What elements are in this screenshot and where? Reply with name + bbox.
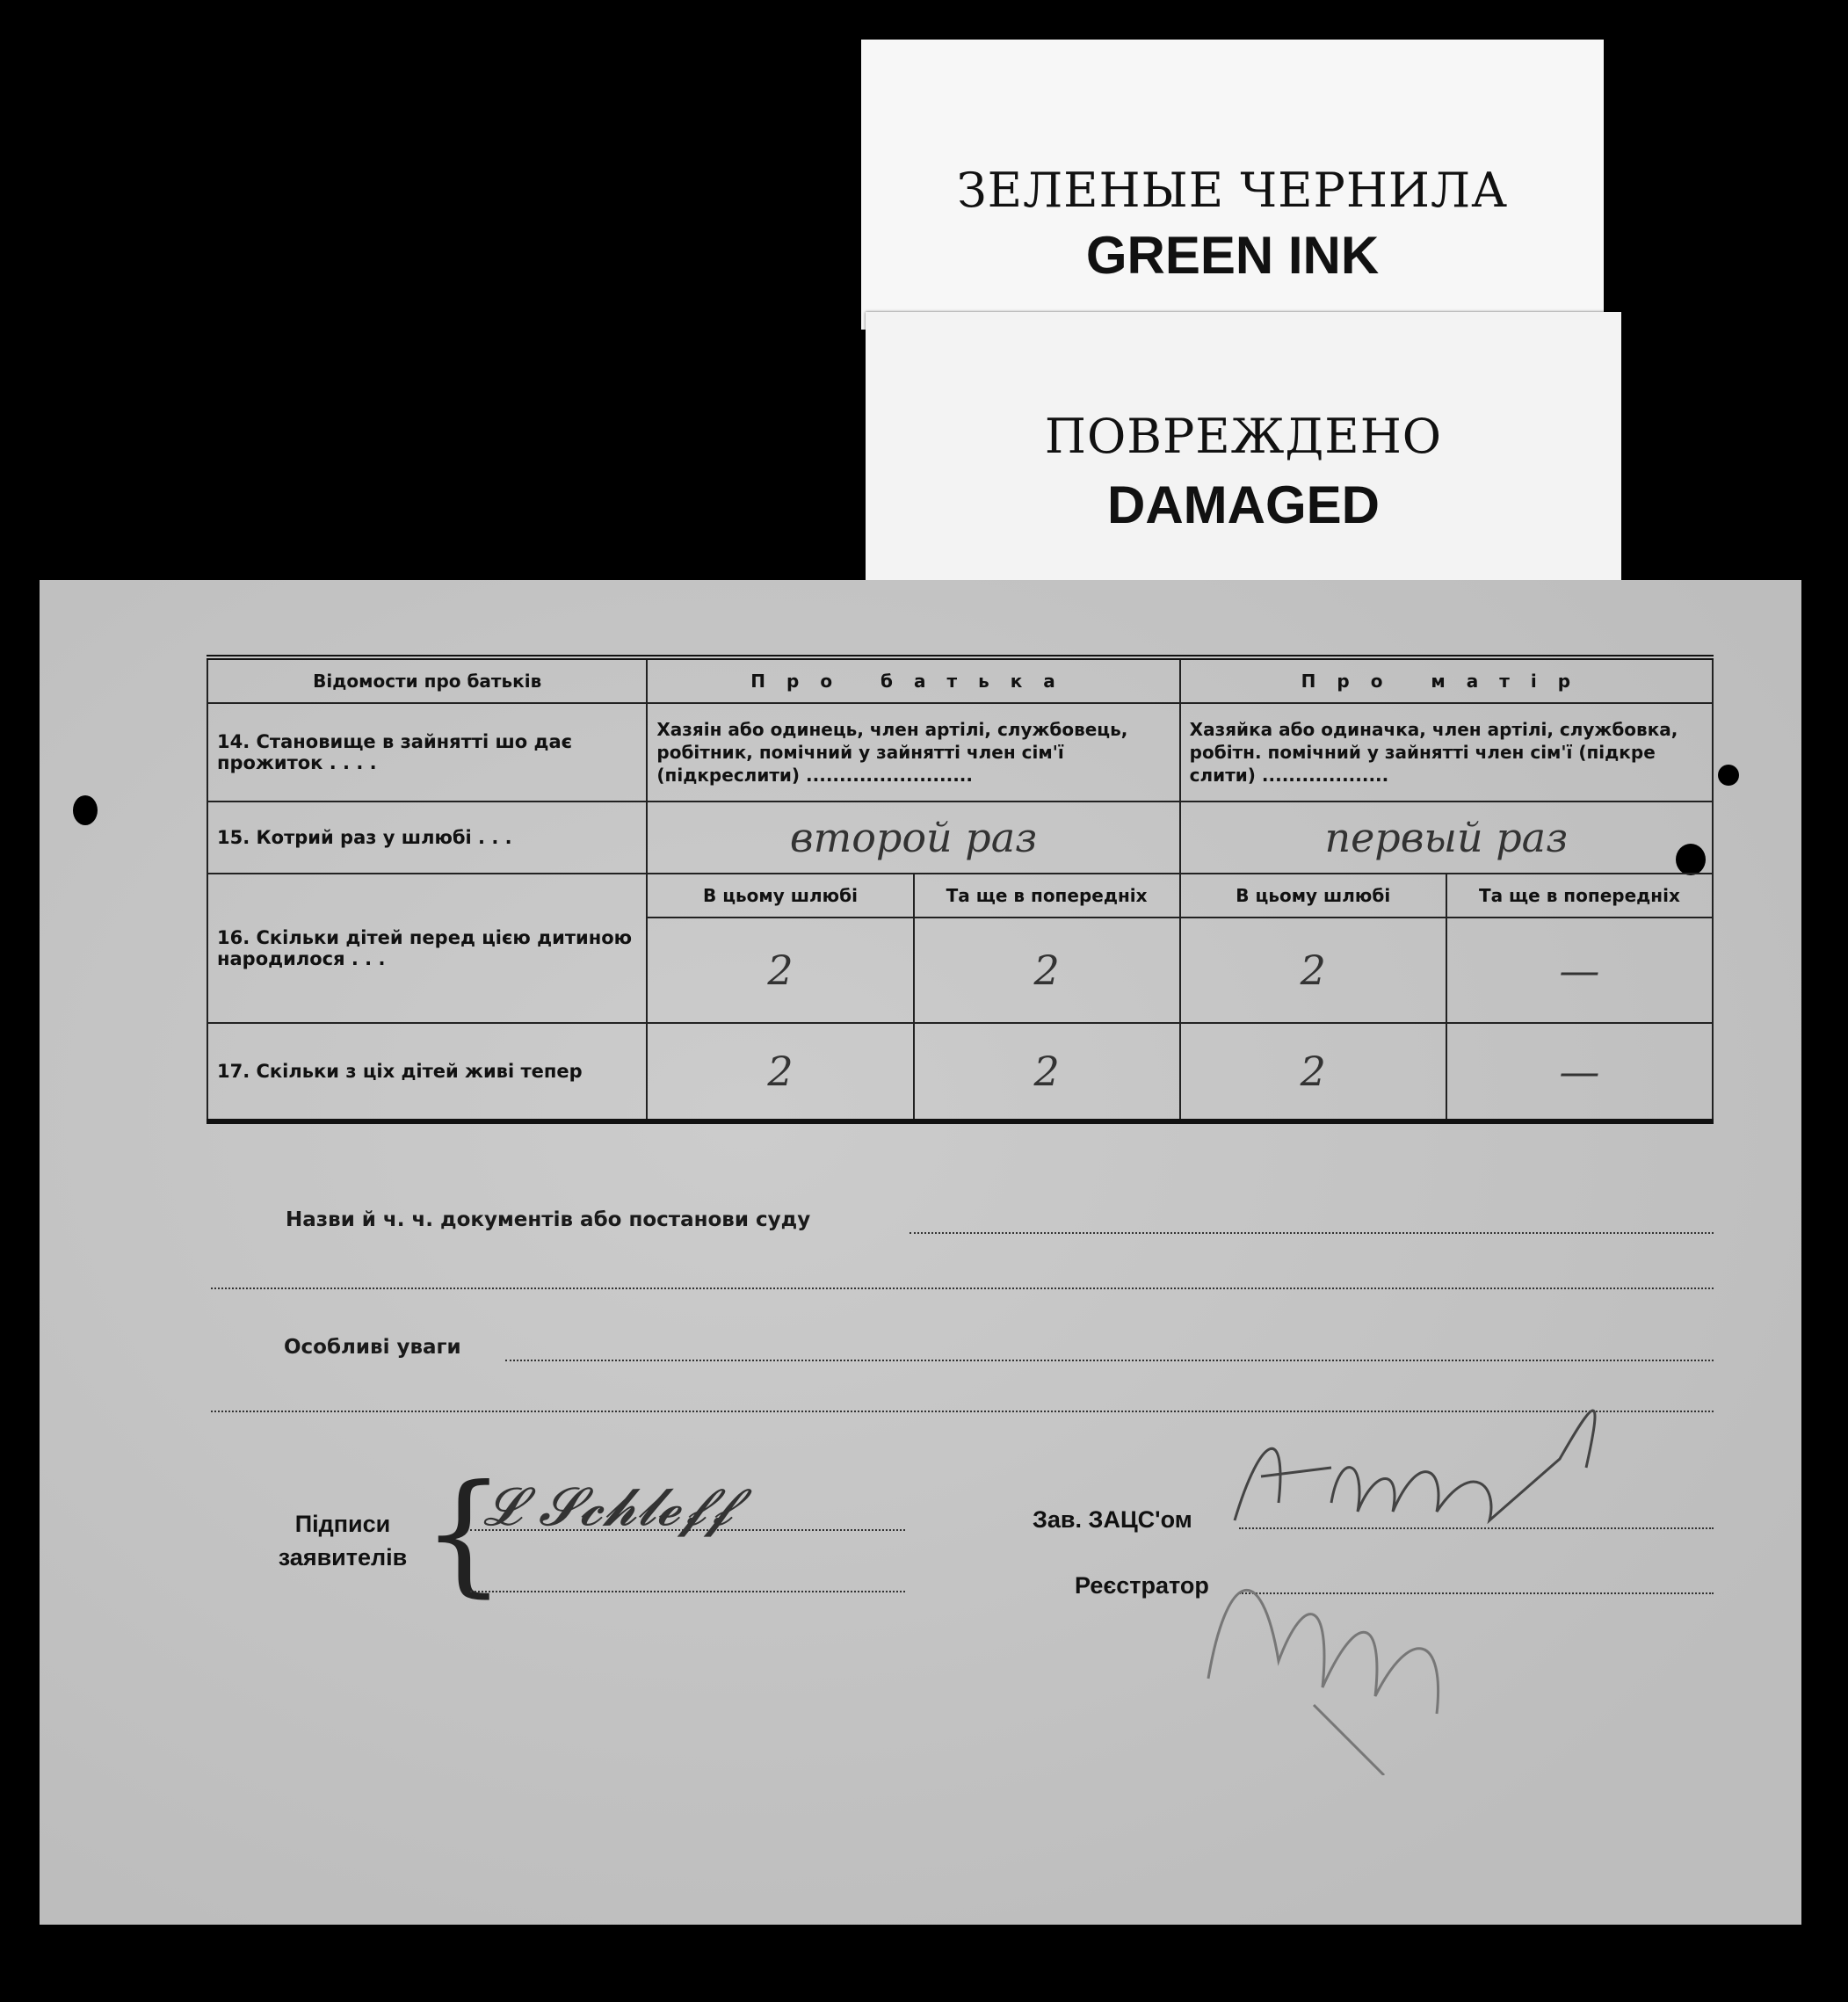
damaged-label bbox=[866, 312, 1621, 593]
table-row bbox=[207, 802, 1713, 874]
header-parents: Відомости про батьків bbox=[207, 657, 647, 703]
header-father: Про батька bbox=[647, 657, 1179, 703]
subhead-mother-prev: Та ще в попередніх bbox=[1446, 874, 1713, 918]
row16-mother-this: 2 bbox=[1180, 918, 1446, 1023]
row16-mother-prev: — bbox=[1446, 918, 1713, 1023]
applicant-signature-line-2 bbox=[470, 1591, 905, 1592]
table-subheader-row bbox=[207, 874, 1713, 918]
header-mother: Про матір bbox=[1180, 657, 1713, 703]
row17-mother-this: 2 bbox=[1180, 1023, 1446, 1121]
table-row bbox=[207, 1023, 1713, 1121]
documents-line-2 bbox=[211, 1288, 1714, 1289]
registrar-signature-scribble bbox=[1208, 1590, 1439, 1775]
row17-mother-prev: — bbox=[1446, 1023, 1713, 1121]
row15-label: 15. Котрий раз у шлюбі . . . bbox=[207, 802, 647, 874]
row14-father: Хазяін або одинець, член артілі, службовець, робітник, помічний у зайнятті член сім'ї (підкреслити) ......................... bbox=[647, 703, 1179, 802]
row17-label: 17. Скільки з ціх дітей живі тепер bbox=[207, 1023, 647, 1121]
green-ink-label bbox=[861, 40, 1604, 330]
registrar-label: Реєстратор bbox=[1075, 1572, 1209, 1599]
applicants-signature-label bbox=[264, 1507, 422, 1574]
head-signature-scribble bbox=[1235, 1411, 1595, 1520]
parents-table bbox=[207, 655, 1714, 1124]
damaged-en: DAMAGED bbox=[1107, 475, 1380, 534]
head-label: Зав. ЗАЦС'ом bbox=[1033, 1506, 1192, 1533]
punch-hole bbox=[73, 795, 98, 825]
green-ink-ru: ЗЕЛЕНЫЕ ЧЕРНИЛА bbox=[957, 163, 1508, 218]
table-row bbox=[207, 703, 1713, 802]
row16-father-prev: 2 bbox=[914, 918, 1180, 1023]
notes-line bbox=[505, 1360, 1714, 1361]
official-signatures bbox=[1182, 1397, 1709, 1775]
row17-father-this: 2 bbox=[647, 1023, 913, 1121]
document-sheet bbox=[40, 580, 1801, 1925]
punch-hole bbox=[1718, 765, 1739, 786]
row15-mother: первый раз bbox=[1180, 802, 1713, 874]
green-ink-en: GREEN INK bbox=[1085, 226, 1380, 285]
table-header-row bbox=[207, 657, 1713, 703]
brace: { bbox=[422, 1457, 506, 1610]
row16-father-this: 2 bbox=[647, 918, 913, 1023]
subhead-mother-this: В цьому шлюбі bbox=[1180, 874, 1446, 918]
notes-label: Особливі уваги bbox=[284, 1336, 461, 1359]
subhead-father-prev: Та ще в попередніх bbox=[914, 874, 1180, 918]
subhead-father-this: В цьому шлюбі bbox=[647, 874, 913, 918]
applicant-signature: 𝓛 𝓢𝓬𝓱𝓵𝓮𝓯𝓯 bbox=[483, 1476, 733, 1538]
row14-mother: Хазяйка або одиначка, член артілі, службовка, робітн. помічний у зайнятті член сім'ї (підкре слити) ................... bbox=[1180, 703, 1713, 802]
documents-line bbox=[910, 1232, 1714, 1234]
row16-label: 16. Скільки дітей перед цією дитиною народилося . . . bbox=[207, 874, 647, 1023]
row15-father: второй раз bbox=[647, 802, 1179, 874]
damaged-ru: ПОВРЕЖДЕНО bbox=[1044, 409, 1443, 464]
applicants-label-line-2: заявителів bbox=[278, 1544, 408, 1570]
row17-father-prev: 2 bbox=[914, 1023, 1180, 1121]
applicants-label-line-1: Підписи bbox=[294, 1511, 391, 1537]
row14-label: 14. Становище в зайнятті шо дає прожиток . . . . bbox=[207, 703, 647, 802]
documents-label: Назви й ч. ч. документів або постанови суду bbox=[286, 1208, 811, 1231]
